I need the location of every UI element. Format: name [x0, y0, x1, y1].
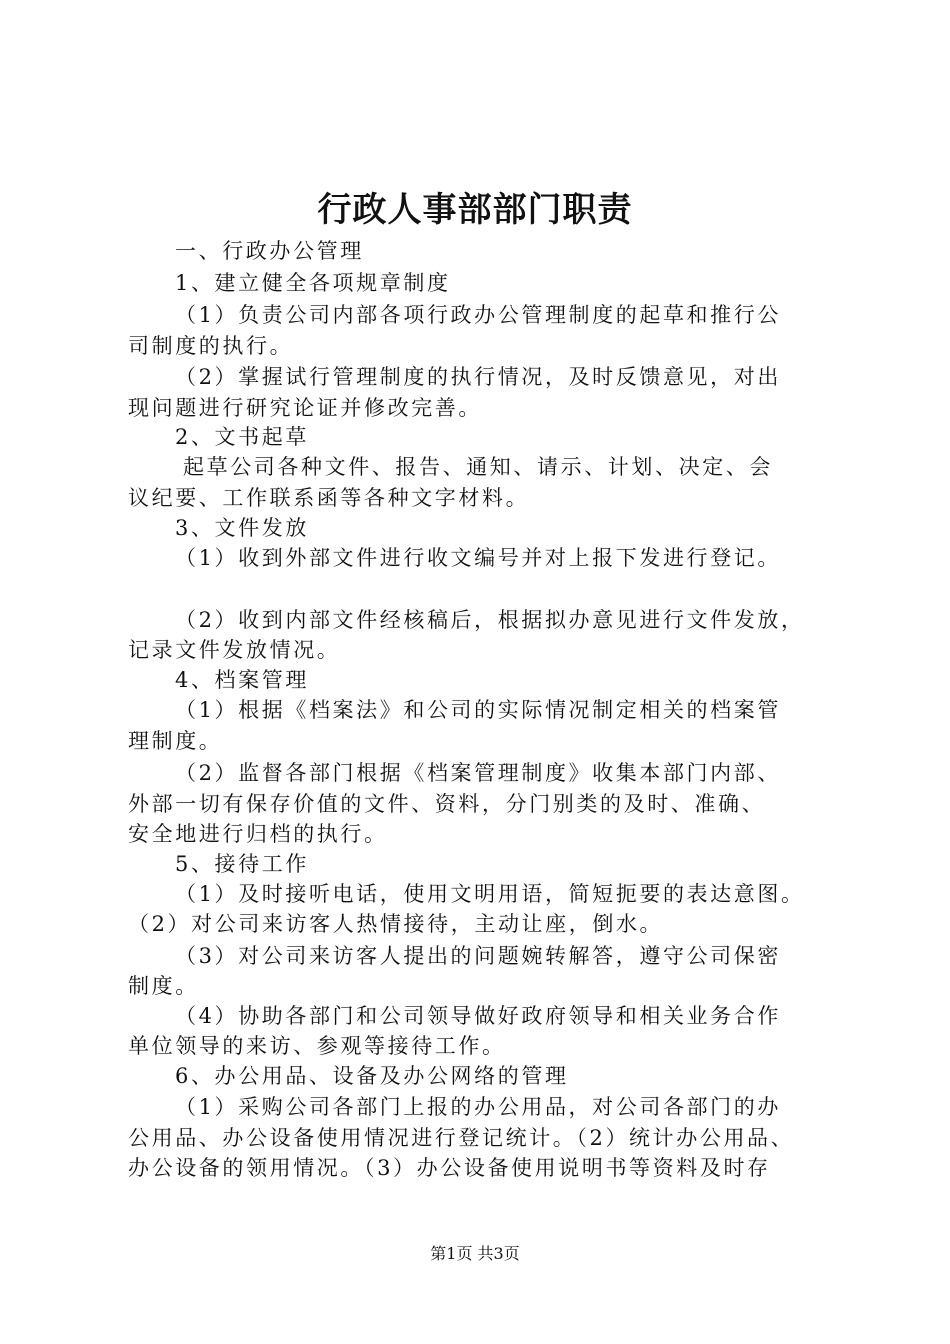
paragraph-line: （1）收到外部文件进行收文编号并对上报下发进行登记。 [175, 546, 781, 570]
subsection-heading: 3、文件发放 [175, 516, 309, 540]
paragraph-line: 制度。 [128, 974, 199, 998]
paragraph-line: 起草公司各种文件、报告、通知、请示、计划、决定、会 [183, 455, 773, 479]
paragraph-line: （2）监督各部门根据《档案管理制度》收集本部门内部、 [175, 761, 781, 785]
paragraph-line: 司制度的执行。 [128, 334, 294, 358]
subsection-heading: 1、建立健全各项规章制度 [175, 271, 451, 295]
paragraph-line: 单位领导的来访、参观等接待工作。 [128, 1034, 506, 1058]
subsection-heading: 2、文书起草 [175, 425, 309, 449]
paragraph-line: （1）及时接听电话，使用文明用语，简短扼要的表达意图。 [175, 882, 805, 906]
paragraph-line: 安全地进行归档的执行。 [128, 822, 388, 846]
page-number-footer: 第1页 共3页 [430, 1244, 520, 1263]
subsection-heading: 4、档案管理 [175, 668, 309, 692]
paragraph-line: （2）收到内部文件经核稿后，根据拟办意见进行文件发放， [175, 608, 805, 632]
paragraph-line: （2）对公司来访客人热情接待，主动让座，倒水。 [128, 912, 664, 936]
paragraph-line: （2）掌握试行管理制度的执行情况，及时反馈意见，对出 [175, 365, 781, 389]
paragraph-line: 公用品、办公设备使用情况进行登记统计。（2）统计办公用品、 [128, 1126, 795, 1150]
paragraph-line: （1）负责公司内部各项行政办公管理制度的起草和推行公 [175, 303, 781, 327]
subsection-heading: 5、接待工作 [175, 852, 309, 876]
document-title: 行政人事部部门职责 [317, 190, 633, 230]
paragraph-line: 记录文件发放情况。 [128, 638, 341, 662]
paragraph-line: 理制度。 [128, 729, 223, 753]
subsection-heading: 6、办公用品、设备及办公网络的管理 [175, 1064, 569, 1088]
paragraph-line: 办公设备的领用情况。（3）办公设备使用说明书等资料及时存 [128, 1156, 771, 1180]
paragraph-line: 现问题进行研究论证并修改完善。 [128, 396, 482, 420]
paragraph-line: 外部一切有保存价值的文件、资料，分门别类的及时、准确、 [128, 792, 766, 816]
paragraph-line: （4）协助各部门和公司领导做好政府领导和相关业务合作 [175, 1004, 781, 1028]
paragraph-line: （1）采购公司各部门上报的办公用品，对公司各部门的办 [175, 1095, 781, 1119]
paragraph-line: （3）对公司来访客人提出的问题婉转解答，遵守公司保密 [175, 944, 781, 968]
paragraph-line: （1）根据《档案法》和公司的实际情况制定相关的档案管 [175, 698, 781, 722]
paragraph-line: 议纪要、工作联系函等各种文字材料。 [128, 486, 530, 510]
section-heading: 一、行政办公管理 [175, 239, 364, 263]
